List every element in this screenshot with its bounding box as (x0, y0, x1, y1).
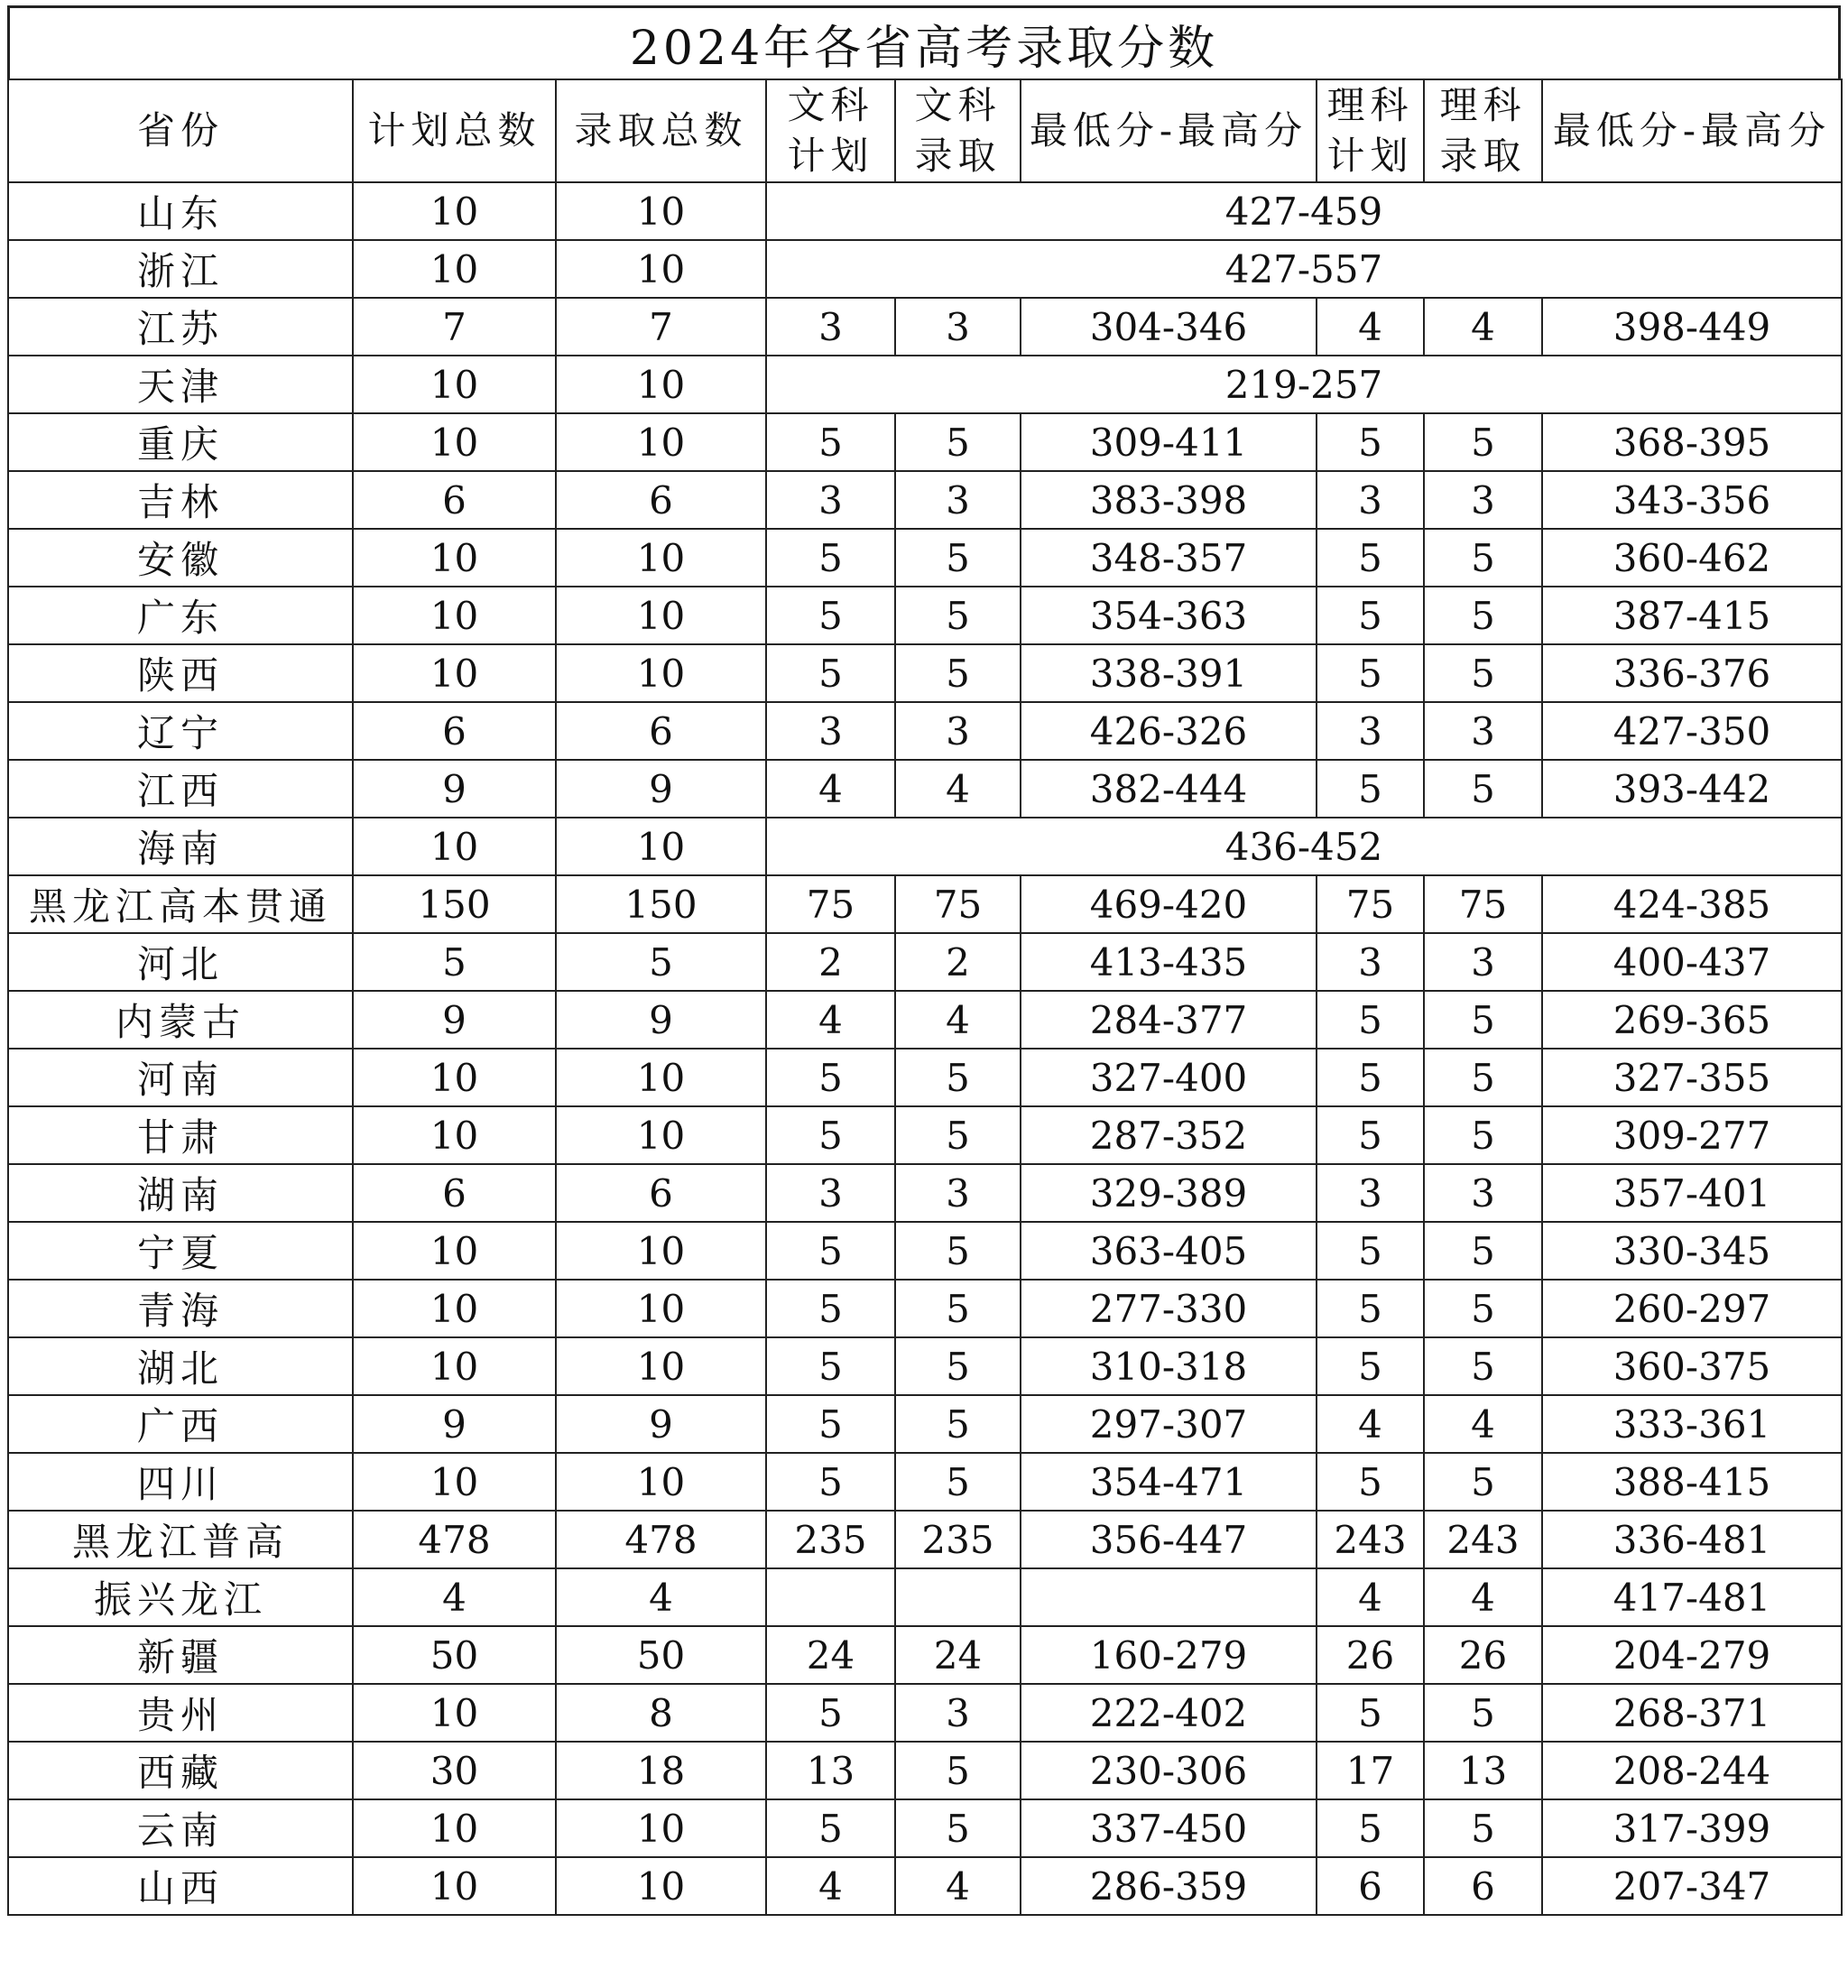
cell-sci-plan: 26 (1317, 1626, 1424, 1684)
cell-arts-admit: 5 (895, 1222, 1021, 1280)
cell-sci-admit: 4 (1424, 1568, 1542, 1626)
cell-sci-range: 393-442 (1542, 760, 1842, 818)
cell-arts-admit: 4 (895, 1857, 1021, 1915)
cell-sci-plan: 4 (1317, 298, 1424, 356)
cell-sci-range: 343-356 (1542, 471, 1842, 529)
header-plan-total: 计划总数 (353, 79, 556, 182)
cell-arts-admit: 5 (895, 1453, 1021, 1511)
cell-arts-range: 382-444 (1021, 760, 1317, 818)
cell-arts-admit: 5 (895, 1106, 1021, 1164)
table-row (8, 182, 1842, 240)
cell-admit-total: 10 (556, 529, 766, 587)
cell-sci-admit: 3 (1424, 471, 1542, 529)
cell-arts-plan: 4 (766, 760, 895, 818)
cell-arts-range: 337-450 (1021, 1799, 1317, 1857)
cell-sci-plan: 5 (1317, 1337, 1424, 1395)
cell-sci-plan: 5 (1317, 1049, 1424, 1106)
cell-arts-plan: 3 (766, 702, 895, 760)
cell-sci-range: 336-376 (1542, 644, 1842, 702)
cell-sci-admit: 13 (1424, 1742, 1542, 1799)
cell-arts-admit: 5 (895, 1395, 1021, 1453)
cell-sci-admit: 26 (1424, 1626, 1542, 1684)
cell-plan-total: 5 (353, 933, 556, 991)
cell-plan-total: 9 (353, 760, 556, 818)
cell-sci-range: 360-375 (1542, 1337, 1842, 1395)
cell-sci-plan: 5 (1317, 1106, 1424, 1164)
cell-province: 海南 (8, 818, 353, 875)
cell-arts-range: 383-398 (1021, 471, 1317, 529)
cell-plan-total: 10 (353, 1280, 556, 1337)
table-row (8, 471, 1842, 529)
cell-plan-total: 10 (353, 1049, 556, 1106)
cell-admit-total: 9 (556, 991, 766, 1049)
cell-admit-total: 10 (556, 1106, 766, 1164)
cell-sci-admit: 5 (1424, 1684, 1542, 1742)
cell-admit-total: 10 (556, 644, 766, 702)
cell-arts-range: 356-447 (1021, 1511, 1317, 1568)
table-row (8, 240, 1842, 298)
cell-sci-range: 387-415 (1542, 587, 1842, 644)
cell-province: 天津 (8, 356, 353, 413)
cell-arts-admit: 3 (895, 702, 1021, 760)
cell-arts-range: 327-400 (1021, 1049, 1317, 1106)
cell-sci-range: 424-385 (1542, 875, 1842, 933)
cell-merged-range: 436-452 (766, 818, 1842, 875)
cell-arts-plan: 4 (766, 1857, 895, 1915)
cell-arts-admit: 5 (895, 644, 1021, 702)
cell-sci-range: 333-361 (1542, 1395, 1842, 1453)
cell-province: 新疆 (8, 1626, 353, 1684)
cell-sci-admit: 5 (1424, 1337, 1542, 1395)
cell-arts-plan: 3 (766, 471, 895, 529)
table-row (8, 933, 1842, 991)
cell-sci-range: 268-371 (1542, 1684, 1842, 1742)
cell-admit-total: 10 (556, 356, 766, 413)
cell-province: 西藏 (8, 1742, 353, 1799)
cell-arts-admit: 4 (895, 760, 1021, 818)
cell-arts-range: 287-352 (1021, 1106, 1317, 1164)
cell-plan-total: 10 (353, 1684, 556, 1742)
cell-province: 贵州 (8, 1684, 353, 1742)
table-row (8, 702, 1842, 760)
cell-arts-admit: 5 (895, 529, 1021, 587)
cell-plan-total: 10 (353, 1453, 556, 1511)
cell-admit-total: 50 (556, 1626, 766, 1684)
cell-admit-total: 6 (556, 702, 766, 760)
cell-sci-admit: 75 (1424, 875, 1542, 933)
cell-sci-plan: 3 (1317, 702, 1424, 760)
table-row (8, 1337, 1842, 1395)
cell-plan-total: 10 (353, 1857, 556, 1915)
table-row (8, 1164, 1842, 1222)
cell-arts-admit: 5 (895, 1799, 1021, 1857)
cell-province: 青海 (8, 1280, 353, 1337)
cell-admit-total: 478 (556, 1511, 766, 1568)
cell-province: 安徽 (8, 529, 353, 587)
cell-province: 黑龙江高本贯通 (8, 875, 353, 933)
table-row (8, 1568, 1842, 1626)
cell-plan-total: 6 (353, 702, 556, 760)
table-row (8, 1742, 1842, 1799)
table-row (8, 1626, 1842, 1684)
cell-sci-plan: 5 (1317, 1799, 1424, 1857)
cell-arts-plan: 5 (766, 1222, 895, 1280)
cell-province: 湖北 (8, 1337, 353, 1395)
cell-plan-total: 10 (353, 240, 556, 298)
cell-sci-plan: 3 (1317, 1164, 1424, 1222)
cell-province: 宁夏 (8, 1222, 353, 1280)
cell-sci-admit: 5 (1424, 644, 1542, 702)
cell-province: 吉林 (8, 471, 353, 529)
cell-arts-plan: 3 (766, 298, 895, 356)
cell-admit-total: 10 (556, 1337, 766, 1395)
cell-sci-plan: 3 (1317, 933, 1424, 991)
header-sci-plan: 理科计划 (1317, 79, 1424, 182)
cell-sci-plan: 5 (1317, 1280, 1424, 1337)
cell-arts-range: 297-307 (1021, 1395, 1317, 1453)
cell-arts-admit: 3 (895, 471, 1021, 529)
cell-arts-admit: 5 (895, 1337, 1021, 1395)
cell-arts-range: 354-471 (1021, 1453, 1317, 1511)
cell-sci-plan: 5 (1317, 529, 1424, 587)
cell-sci-plan: 3 (1317, 471, 1424, 529)
cell-sci-range: 327-355 (1542, 1049, 1842, 1106)
cell-arts-admit: 3 (895, 1684, 1021, 1742)
cell-arts-admit: 5 (895, 1280, 1021, 1337)
cell-arts-plan: 5 (766, 1395, 895, 1453)
cell-sci-range: 260-297 (1542, 1280, 1842, 1337)
cell-sci-plan: 4 (1317, 1568, 1424, 1626)
cell-sci-range: 417-481 (1542, 1568, 1842, 1626)
table-row (8, 644, 1842, 702)
table-row (8, 818, 1842, 875)
cell-province: 振兴龙江 (8, 1568, 353, 1626)
table-row (8, 1395, 1842, 1453)
cell-province: 云南 (8, 1799, 353, 1857)
table-row (8, 1453, 1842, 1511)
cell-sci-admit: 5 (1424, 991, 1542, 1049)
cell-sci-plan: 75 (1317, 875, 1424, 933)
table-row (8, 587, 1842, 644)
cell-arts-admit: 5 (895, 1049, 1021, 1106)
cell-arts-range: 354-363 (1021, 587, 1317, 644)
cell-province: 河南 (8, 1049, 353, 1106)
cell-sci-admit: 5 (1424, 529, 1542, 587)
cell-arts-plan: 5 (766, 1049, 895, 1106)
cell-sci-admit: 5 (1424, 413, 1542, 471)
cell-arts-range: 363-405 (1021, 1222, 1317, 1280)
cell-arts-range: 348-357 (1021, 529, 1317, 587)
cell-plan-total: 9 (353, 1395, 556, 1453)
cell-province: 重庆 (8, 413, 353, 471)
cell-province: 内蒙古 (8, 991, 353, 1049)
cell-admit-total: 10 (556, 818, 766, 875)
cell-sci-plan: 5 (1317, 587, 1424, 644)
table-row (8, 991, 1842, 1049)
cell-sci-admit: 3 (1424, 1164, 1542, 1222)
cell-admit-total: 10 (556, 587, 766, 644)
cell-province: 辽宁 (8, 702, 353, 760)
cell-admit-total: 10 (556, 182, 766, 240)
cell-arts-range: 413-435 (1021, 933, 1317, 991)
cell-plan-total: 10 (353, 356, 556, 413)
table-row (8, 1684, 1842, 1742)
table-row (8, 413, 1842, 471)
cell-sci-range: 357-401 (1542, 1164, 1842, 1222)
cell-sci-admit: 3 (1424, 933, 1542, 991)
cell-arts-plan: 24 (766, 1626, 895, 1684)
cell-arts-range: 426-326 (1021, 702, 1317, 760)
cell-arts-admit: 24 (895, 1626, 1021, 1684)
cell-arts-plan (766, 1568, 895, 1626)
cell-sci-admit: 5 (1424, 1280, 1542, 1337)
cell-sci-admit: 6 (1424, 1857, 1542, 1915)
cell-admit-total: 10 (556, 1857, 766, 1915)
cell-sci-plan: 5 (1317, 991, 1424, 1049)
cell-plan-total: 6 (353, 471, 556, 529)
table-row (8, 356, 1842, 413)
cell-admit-total: 10 (556, 1453, 766, 1511)
cell-sci-range: 427-350 (1542, 702, 1842, 760)
table-row (8, 1857, 1842, 1915)
table-row (8, 1049, 1842, 1106)
cell-plan-total: 10 (353, 1337, 556, 1395)
cell-arts-plan: 5 (766, 587, 895, 644)
cell-sci-plan: 4 (1317, 1395, 1424, 1453)
cell-sci-range: 269-365 (1542, 991, 1842, 1049)
cell-province: 河北 (8, 933, 353, 991)
cell-admit-total: 10 (556, 413, 766, 471)
cell-arts-plan: 235 (766, 1511, 895, 1568)
cell-plan-total: 9 (353, 991, 556, 1049)
cell-sci-admit: 5 (1424, 1799, 1542, 1857)
cell-province: 黑龙江普高 (8, 1511, 353, 1568)
cell-plan-total: 10 (353, 587, 556, 644)
cell-arts-plan: 4 (766, 991, 895, 1049)
cell-arts-plan: 5 (766, 1280, 895, 1337)
header-sci-range: 最低分-最高分 (1542, 79, 1842, 182)
cell-plan-total: 10 (353, 1799, 556, 1857)
cell-arts-plan: 5 (766, 1799, 895, 1857)
cell-admit-total: 10 (556, 240, 766, 298)
header-arts-range: 最低分-最高分 (1021, 79, 1317, 182)
cell-sci-admit: 3 (1424, 702, 1542, 760)
header-sci-admit: 理科录取 (1424, 79, 1542, 182)
cell-sci-range: 309-277 (1542, 1106, 1842, 1164)
cell-arts-range: 309-411 (1021, 413, 1317, 471)
cell-plan-total: 150 (353, 875, 556, 933)
cell-admit-total: 6 (556, 1164, 766, 1222)
cell-plan-total: 478 (353, 1511, 556, 1568)
cell-arts-range (1021, 1568, 1317, 1626)
cell-province: 广东 (8, 587, 353, 644)
cell-sci-range: 336-481 (1542, 1511, 1842, 1568)
cell-sci-plan: 5 (1317, 1453, 1424, 1511)
cell-sci-range: 398-449 (1542, 298, 1842, 356)
cell-province: 广西 (8, 1395, 353, 1453)
cell-sci-admit: 4 (1424, 1395, 1542, 1453)
cell-arts-range: 160-279 (1021, 1626, 1317, 1684)
cell-admit-total: 18 (556, 1742, 766, 1799)
cell-arts-range: 304-346 (1021, 298, 1317, 356)
cell-arts-admit: 75 (895, 875, 1021, 933)
cell-plan-total: 6 (353, 1164, 556, 1222)
admission-sheet (7, 5, 1841, 1982)
cell-arts-plan: 5 (766, 1106, 895, 1164)
cell-admit-total: 4 (556, 1568, 766, 1626)
header-admit-total: 录取总数 (556, 79, 766, 182)
cell-arts-admit: 4 (895, 991, 1021, 1049)
cell-plan-total: 10 (353, 529, 556, 587)
table-row (8, 1280, 1842, 1337)
cell-sci-range: 208-244 (1542, 1742, 1842, 1799)
cell-arts-admit: 5 (895, 413, 1021, 471)
cell-arts-admit: 5 (895, 1742, 1021, 1799)
table-row (8, 760, 1842, 818)
cell-sci-range: 368-395 (1542, 413, 1842, 471)
cell-sci-plan: 17 (1317, 1742, 1424, 1799)
cell-province: 山西 (8, 1857, 353, 1915)
cell-sci-plan: 5 (1317, 760, 1424, 818)
cell-arts-plan: 75 (766, 875, 895, 933)
cell-arts-admit: 2 (895, 933, 1021, 991)
cell-sci-range: 360-462 (1542, 529, 1842, 587)
admission-table (7, 79, 1843, 1916)
cell-arts-range: 284-377 (1021, 991, 1317, 1049)
cell-sci-plan: 6 (1317, 1857, 1424, 1915)
cell-sci-range: 317-399 (1542, 1799, 1842, 1857)
cell-province: 甘肃 (8, 1106, 353, 1164)
cell-province: 山东 (8, 182, 353, 240)
cell-sci-plan: 5 (1317, 1684, 1424, 1742)
cell-sci-admit: 4 (1424, 298, 1542, 356)
table-row (8, 1222, 1842, 1280)
cell-arts-range: 277-330 (1021, 1280, 1317, 1337)
cell-arts-admit: 3 (895, 298, 1021, 356)
cell-sci-plan: 243 (1317, 1511, 1424, 1568)
cell-admit-total: 9 (556, 760, 766, 818)
cell-admit-total: 9 (556, 1395, 766, 1453)
cell-admit-total: 5 (556, 933, 766, 991)
cell-plan-total: 7 (353, 298, 556, 356)
cell-province: 江苏 (8, 298, 353, 356)
cell-plan-total: 10 (353, 1222, 556, 1280)
cell-arts-plan: 5 (766, 1453, 895, 1511)
header-row (8, 79, 1842, 182)
cell-merged-range: 219-257 (766, 356, 1842, 413)
cell-sci-range: 207-347 (1542, 1857, 1842, 1915)
cell-admit-total: 150 (556, 875, 766, 933)
cell-arts-plan: 5 (766, 1337, 895, 1395)
cell-arts-plan: 3 (766, 1164, 895, 1222)
cell-province: 陕西 (8, 644, 353, 702)
cell-arts-plan: 5 (766, 644, 895, 702)
cell-sci-admit: 5 (1424, 587, 1542, 644)
cell-sci-admit: 5 (1424, 760, 1542, 818)
cell-admit-total: 10 (556, 1049, 766, 1106)
cell-province: 浙江 (8, 240, 353, 298)
cell-sci-plan: 5 (1317, 1222, 1424, 1280)
cell-plan-total: 10 (353, 182, 556, 240)
cell-arts-admit (895, 1568, 1021, 1626)
cell-sci-admit: 5 (1424, 1106, 1542, 1164)
cell-admit-total: 7 (556, 298, 766, 356)
cell-plan-total: 10 (353, 644, 556, 702)
cell-arts-range: 286-359 (1021, 1857, 1317, 1915)
cell-arts-range: 338-391 (1021, 644, 1317, 702)
cell-arts-plan: 13 (766, 1742, 895, 1799)
cell-arts-plan: 5 (766, 529, 895, 587)
cell-plan-total: 10 (353, 818, 556, 875)
cell-arts-range: 310-318 (1021, 1337, 1317, 1395)
table-row (8, 1799, 1842, 1857)
cell-merged-range: 427-557 (766, 240, 1842, 298)
cell-arts-plan: 2 (766, 933, 895, 991)
cell-sci-admit: 243 (1424, 1511, 1542, 1568)
header-arts-admit: 文科录取 (895, 79, 1021, 182)
cell-sci-plan: 5 (1317, 413, 1424, 471)
cell-admit-total: 6 (556, 471, 766, 529)
header-province: 省份 (8, 79, 353, 182)
cell-sci-plan: 5 (1317, 644, 1424, 702)
table-row (8, 875, 1842, 933)
table-row (8, 1106, 1842, 1164)
table-row (8, 298, 1842, 356)
cell-province: 四川 (8, 1453, 353, 1511)
cell-arts-range: 329-389 (1021, 1164, 1317, 1222)
cell-sci-range: 330-345 (1542, 1222, 1842, 1280)
cell-arts-plan: 5 (766, 1684, 895, 1742)
cell-arts-range: 230-306 (1021, 1742, 1317, 1799)
cell-plan-total: 4 (353, 1568, 556, 1626)
cell-arts-plan: 5 (766, 413, 895, 471)
header-arts-plan: 文科计划 (766, 79, 895, 182)
cell-plan-total: 10 (353, 1106, 556, 1164)
cell-admit-total: 8 (556, 1684, 766, 1742)
cell-arts-admit: 235 (895, 1511, 1021, 1568)
cell-admit-total: 10 (556, 1799, 766, 1857)
cell-sci-admit: 5 (1424, 1222, 1542, 1280)
cell-province: 湖南 (8, 1164, 353, 1222)
table-row (8, 1511, 1842, 1568)
table-row (8, 529, 1842, 587)
cell-arts-range: 469-420 (1021, 875, 1317, 933)
cell-arts-admit: 5 (895, 587, 1021, 644)
page-title: 2024年各省高考录取分数 (7, 5, 1841, 79)
cell-sci-range: 204-279 (1542, 1626, 1842, 1684)
cell-admit-total: 10 (556, 1280, 766, 1337)
cell-admit-total: 10 (556, 1222, 766, 1280)
cell-plan-total: 50 (353, 1626, 556, 1684)
cell-merged-range: 427-459 (766, 182, 1842, 240)
cell-arts-range: 222-402 (1021, 1684, 1317, 1742)
cell-plan-total: 30 (353, 1742, 556, 1799)
cell-province: 江西 (8, 760, 353, 818)
cell-sci-admit: 5 (1424, 1453, 1542, 1511)
table-body (8, 182, 1842, 1915)
cell-sci-range: 388-415 (1542, 1453, 1842, 1511)
cell-arts-admit: 3 (895, 1164, 1021, 1222)
cell-sci-range: 400-437 (1542, 933, 1842, 991)
cell-sci-admit: 5 (1424, 1049, 1542, 1106)
cell-plan-total: 10 (353, 413, 556, 471)
